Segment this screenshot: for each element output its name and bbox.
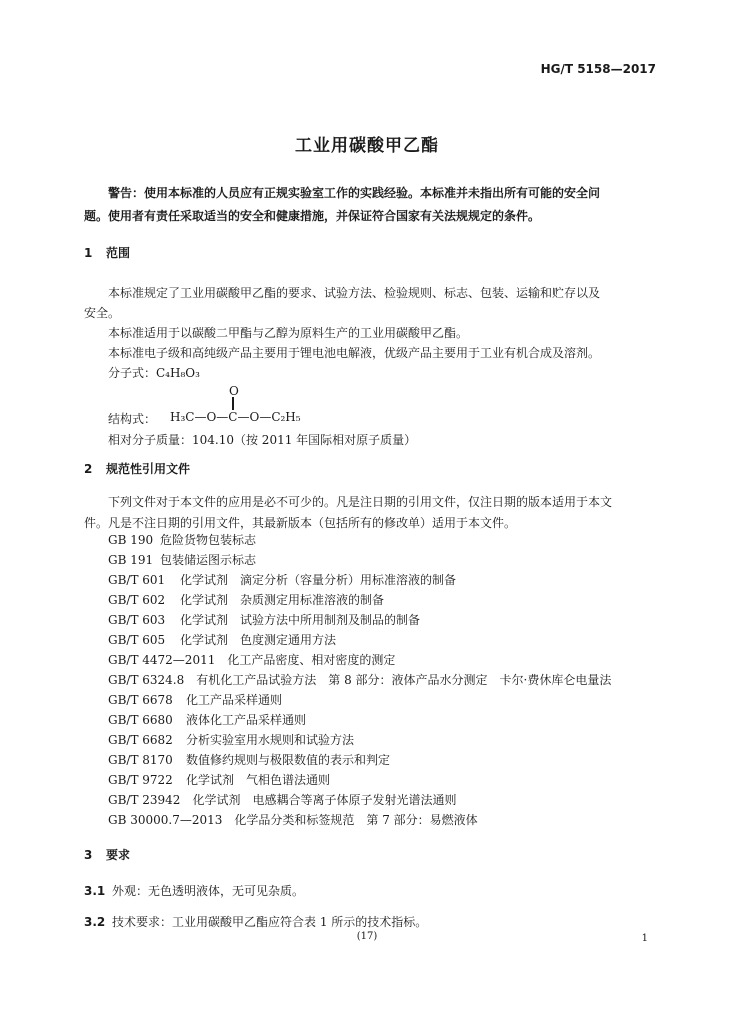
section-number: 2 [84,462,93,476]
reference-item [108,591,384,608]
reference-item [108,671,611,688]
footer-page-reference: (17) [356,931,378,942]
clause-text: 外观：无色透明液体，无可见杂质。 [112,884,305,898]
section-3-heading [84,846,130,863]
reference-item [108,751,390,768]
reference-item [108,651,395,668]
reference-title: 液体化工产品采样通则 [186,713,307,727]
scope-paragraph-1a: 本标准规定了工业用碳酸甲乙酯的要求、试验方法、检验规则、标志、包装、运输和贮存以及 [108,286,601,300]
reference-code: GB/T 605 [108,633,166,647]
reference-code: GB/T 602 [108,593,166,607]
section-title: 规范性引用文件 [106,462,191,476]
reference-title: 化学试剂 滴定分析（容量分析）用标准溶液的制备 [180,573,457,587]
clause-text: 技术要求：工业用碳酸甲乙酯应符合表 1 所示的技术指标。 [112,915,428,929]
reference-item [108,571,456,588]
section-number: 1 [84,246,93,260]
section-title: 范围 [106,246,131,260]
clause-3-2 [84,913,427,930]
clause-number: 3.1 [84,884,106,898]
reference-title: 数值修约规则与极限数值的表示和判定 [186,753,391,767]
references-paragraph-a: 下列文件对于本文件的应用是必不可少的。凡是注日期的引用文件，仅注日期的版本适用于本文 [108,495,613,509]
molecular-formula: 分子式：C₄H₈O₃ [108,366,200,380]
reference-code: GB/T 9722 [108,773,173,787]
reference-code: GB/T 603 [108,613,166,627]
reference-title: 有机化工产品试验方法 第 8 部分：液体产品水分测定 卡尔·费休库仑电量法 [196,673,612,687]
section-number: 3 [84,848,93,862]
reference-code: GB/T 6324.8 [108,673,185,687]
structure-formula: H₃C—O—C—O—C₂H₅ [170,410,301,424]
reference-title: 包装储运图示标志 [160,553,257,567]
references-paragraph-b: 件。凡是不注日期的引用文件，其最新版本（包括所有的修改单）适用于本文件。 [84,516,517,530]
warning-line-2: 题。使用者有责任采取适当的安全和健康措施，并保证符合国家有关法规规定的条件。 [84,209,541,223]
section-title: 要求 [106,848,131,862]
scope-paragraph-3: 本标准电子级和高纯级产品主要用于锂电池电解液，优级产品主要用于工业有机合成及溶剂。 [108,346,601,360]
reference-code: GB/T 6680 [108,713,173,727]
scope-paragraph-2: 本标准适用于以碳酸二甲酯与乙醇为原料生产的工业用碳酸甲乙酯。 [108,326,469,340]
reference-title: 危险货物包装标志 [160,533,257,547]
reference-item [108,531,256,548]
reference-title: 化学试剂 色度测定通用方法 [180,633,337,647]
clause-number: 3.2 [84,915,106,929]
scope-paragraph-1b: 安全。 [84,306,121,320]
reference-code: GB 30000.7—2013 [108,813,223,827]
structure-label: 结构式： [108,412,157,426]
reference-item [108,691,282,708]
reference-title: 化学品分类和标签规范 第 7 部分：易燃液体 [234,813,478,827]
reference-item [108,631,336,648]
reference-item [108,771,330,788]
reference-item [108,791,456,808]
document-title: 工业用碳酸甲乙酯 [295,136,439,156]
structure-double-bond [232,397,234,410]
reference-title: 化学试剂 试验方法中所用制剂及制品的制备 [180,613,421,627]
reference-item [108,711,306,728]
footer-page-number: 1 [641,933,648,944]
standard-code: HG/T 5158—2017 [540,62,656,76]
reference-title: 化工产品密度、相对密度的测定 [227,653,396,667]
section-1-heading [84,244,130,261]
section-2-heading [84,460,190,477]
reference-code: GB/T 6678 [108,693,173,707]
reference-title: 化学试剂 电感耦合等离子体原子发射光谱法通则 [192,793,457,807]
reference-title: 化工产品采样通则 [186,693,283,707]
reference-code: GB/T 6682 [108,733,173,747]
reference-title: 化学试剂 气相色谱法通则 [186,773,331,787]
warning-line-1: 警告：使用本标准的人员应有正规实验室工作的实践经验。本标准并未指出所有可能的安全问 [108,186,601,200]
reference-code: GB 190 [108,533,154,547]
reference-item [108,551,256,568]
reference-title: 分析实验室用水规则和试验方法 [186,733,355,747]
reference-title: 化学试剂 杂质测定用标准溶液的制备 [180,593,385,607]
reference-item [108,811,478,828]
reference-code: GB/T 23942 [108,793,181,807]
reference-code: GB/T 4472—2011 [108,653,216,667]
reference-code: GB/T 8170 [108,753,173,767]
reference-code: GB 191 [108,553,154,567]
structure-oxygen: O [229,384,239,398]
clause-3-1 [84,882,304,899]
reference-item [108,611,420,628]
reference-code: GB/T 601 [108,573,166,587]
molecular-mass: 相对分子质量：104.10（按 2011 年国际相对原子质量） [108,433,417,447]
reference-item [108,731,354,748]
